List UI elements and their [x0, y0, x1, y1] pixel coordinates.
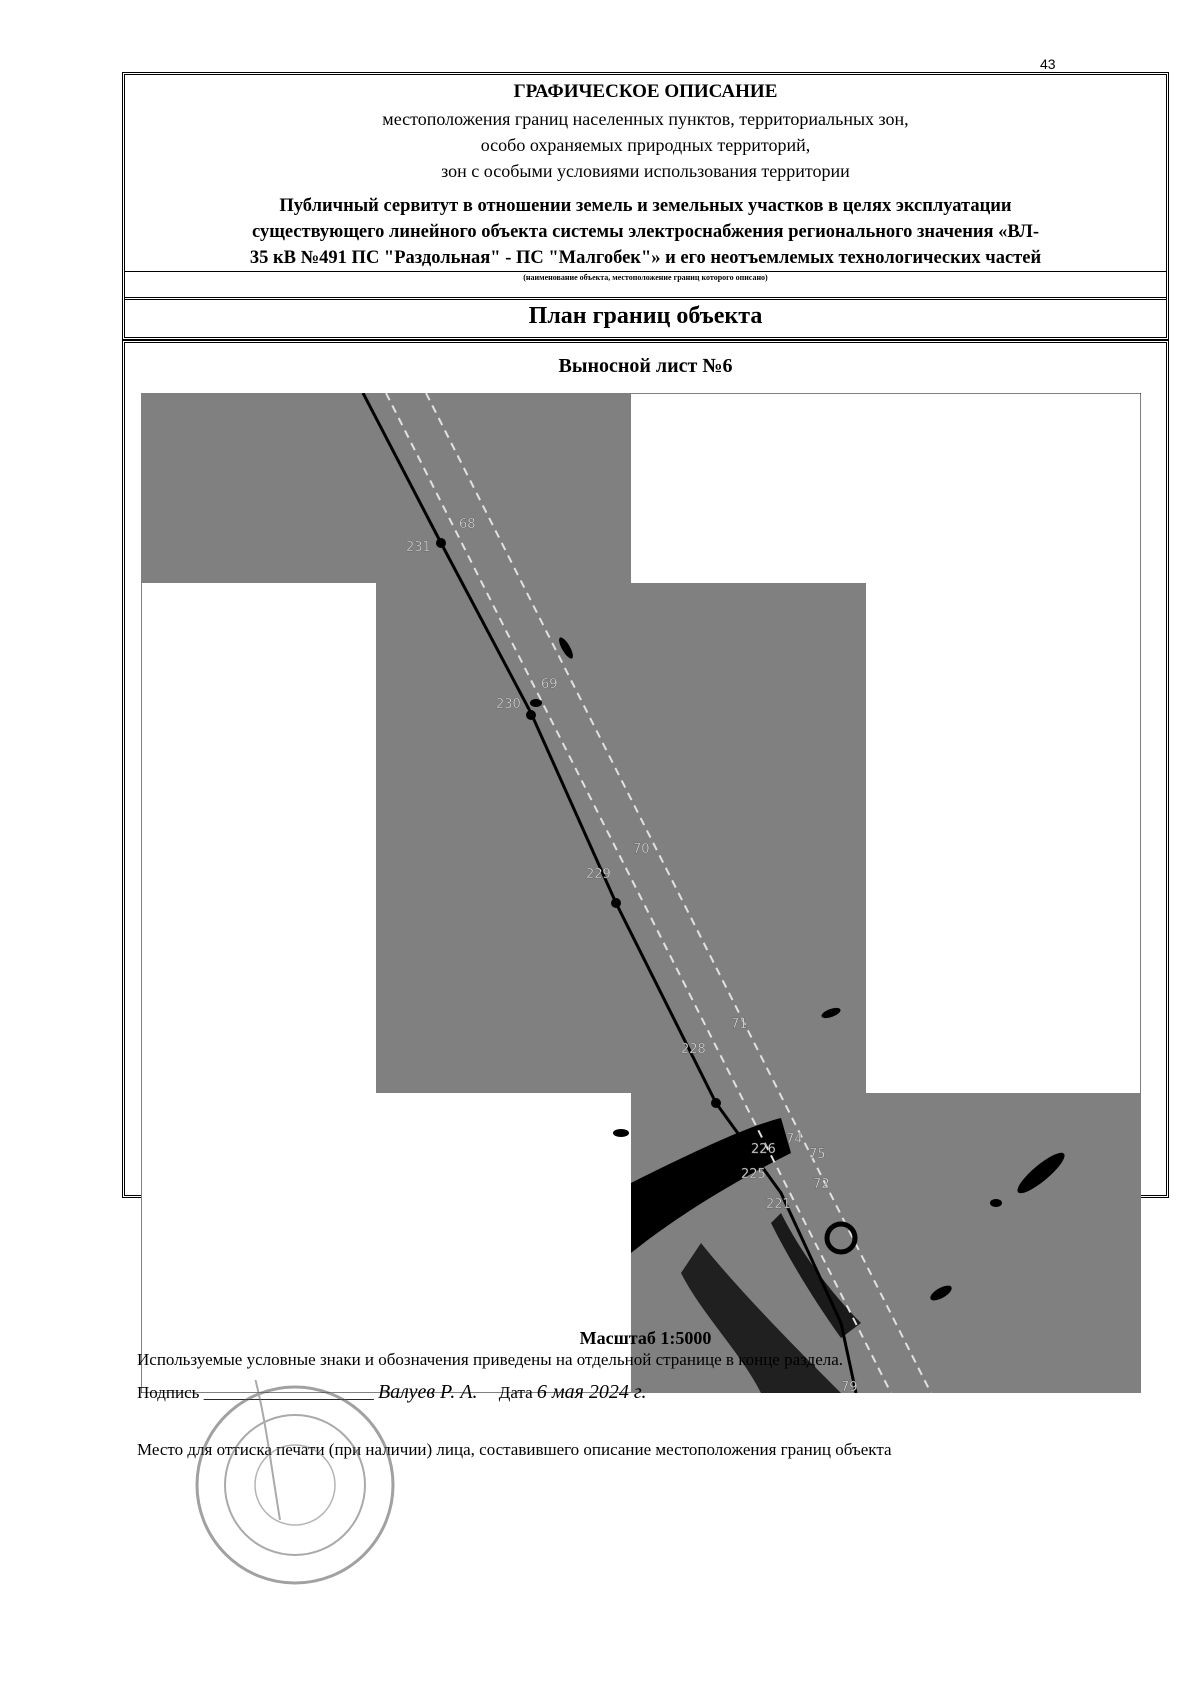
subtitle-line-1: местоположения границ населенных пунктов, территориальных зон, [382, 109, 909, 129]
date-value: 6 мая 2024 г. [536, 1381, 647, 1403]
object-name-line-3: 35 кВ №491 ПС "Раздольная" - ПС "Малгобек"» и его неотъемлемых технологических частей [249, 248, 1042, 268]
label-68: 68 [459, 517, 476, 532]
label-70: 70 [633, 842, 650, 857]
boundary-map [141, 393, 1141, 1393]
label-72: 72 [813, 1177, 830, 1192]
seal-stamp [190, 1380, 400, 1590]
label-226: 226 [751, 1142, 776, 1157]
label-75: 75 [809, 1147, 826, 1162]
label-74: 74 [786, 1132, 803, 1147]
label-225: 225 [741, 1167, 766, 1182]
object-name-line-1: Публичный сервитут в отношении земель и земельных участков в целях эксплуатации [279, 196, 1012, 216]
page-number: 43 [1040, 56, 1056, 72]
sheet-title: Выносной лист №6 [558, 355, 733, 377]
signer-name: Валуев Р. А. [377, 1381, 478, 1403]
object-name [135, 193, 1156, 271]
subtitle-line-3: зон с особыми условиями использования территории [441, 161, 850, 181]
object-name-line-2: существующего линейного объекта системы электроснабжения регионального значения «ВЛ- [252, 222, 1039, 242]
object-caption: (наименование объекта, местоположение границ которого описано) [523, 273, 768, 282]
header-frame [122, 72, 1169, 340]
label-221: 221 [766, 1197, 791, 1212]
signature-label: Подпись [137, 1383, 200, 1402]
scale-label: Масштаб 1:5000 [579, 1328, 712, 1348]
legend-note: Используемые условные знаки и обозначения приведены на отдельной странице в конце раздела. [137, 1350, 844, 1369]
date-label: Дата [498, 1383, 533, 1402]
document-title: ГРАФИЧЕСКОЕ ОПИСАНИЕ [513, 81, 778, 102]
label-79: 79 [841, 1380, 858, 1393]
caption-divider [125, 271, 1166, 272]
signature-line: ____________________ [203, 1383, 374, 1402]
label-230: 230 [496, 697, 521, 712]
label-69: 69 [541, 677, 558, 692]
label-229: 229 [586, 867, 611, 882]
plan-title: План границ объекта [528, 303, 763, 329]
label-228: 228 [681, 1042, 706, 1057]
subtitle-line-2: особо охраняемых природных территорий, [480, 135, 811, 155]
label-231: 231 [406, 540, 431, 555]
plan-title-divider [125, 297, 1166, 300]
stamp-note: Место для оттиска печати (при наличии) лица, составившего описание местоположения границ объекта [137, 1440, 892, 1459]
label-71: 71 [731, 1017, 748, 1032]
